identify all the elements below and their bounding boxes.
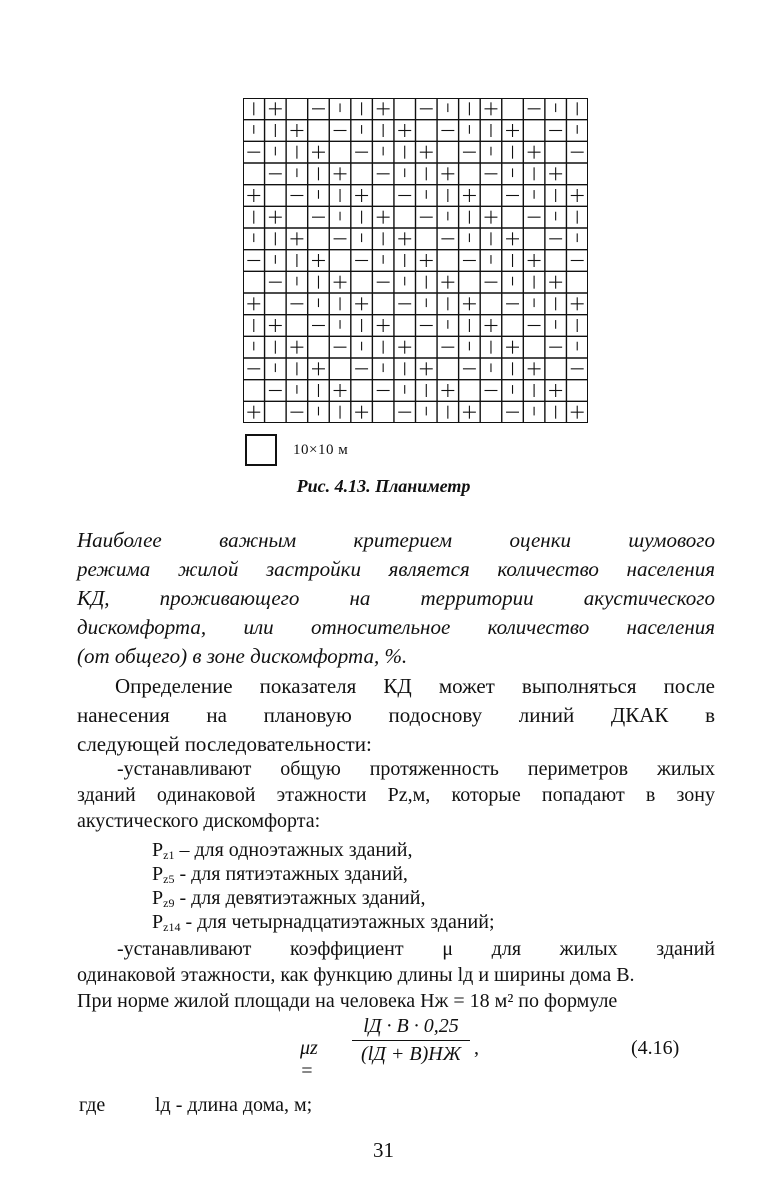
list-item: $P_{z9}$ - для девятиэтажных зданий, [152,887,426,910]
where-label: где [79,1094,106,1116]
equation-number: (4.16) [631,1037,680,1059]
legend-label: 10×10 м [293,442,349,458]
formula-fraction [352,1015,470,1066]
paragraph-2 [77,756,715,834]
paragraph-line: акустического дискомфорта: [77,810,321,832]
paragraph-line: -устанавливают общую протяженность периметров жилых [117,758,715,780]
paragraph-line: нанесения на плановую подоснову линий ДКАК в [77,703,715,727]
page-number: 31 [373,1138,394,1162]
legend-square [245,434,277,466]
paragraph-line: одинаковой этажности, как функцию длины lд и ширины дома В. [77,964,635,986]
list-item: $P_{z5}$ - для пятиэтажных зданий, [152,863,408,886]
definition-line: КД, проживающего на территории акустического [77,586,715,610]
paragraph-line: Определение показателя КД может выполняться после [115,674,715,698]
definition-line: дискомфорта, или относительное количество населения [77,615,715,639]
list-item: $P_{z14}$ - для четырнадцатиэтажных зданий; [152,911,495,934]
definition-paragraph [77,526,715,671]
paragraph-line: следующей последовательности: [77,732,372,756]
where-definition: lд - длина дома, м; [155,1094,313,1116]
paragraph-line: -устанавливают коэффициент μ для жилых зданий [117,938,715,960]
paragraph-3 [77,936,715,1014]
list-item: $P_{z1}$ – для одноэтажных зданий, [152,839,413,862]
formula-denominator: (lД + B)HЖ [360,1043,462,1065]
formula-numerator: lД · B · 0,25 [352,1015,470,1041]
figure-caption: Рис. 4.13. Планиметр [296,476,471,496]
definition-line: режима жилой застройки является количество населения [77,557,715,581]
paragraph-line: зданий одинаковой этажности Pz,м, которые попадают в зону [77,784,715,806]
paragraph-line: При норме жилой площади на человека Нж = 18 м² по формуле [77,990,618,1012]
definition-line: Наиболее важным критерием оценки шумового [77,528,715,552]
planimeter-grid [243,98,588,423]
definition-line: (от общего) в зоне дискомфорта, %. [77,644,408,668]
formula-lhs: μz = [300,1037,318,1082]
paragraph-1 [77,672,715,759]
formula-comma: , [474,1037,479,1059]
